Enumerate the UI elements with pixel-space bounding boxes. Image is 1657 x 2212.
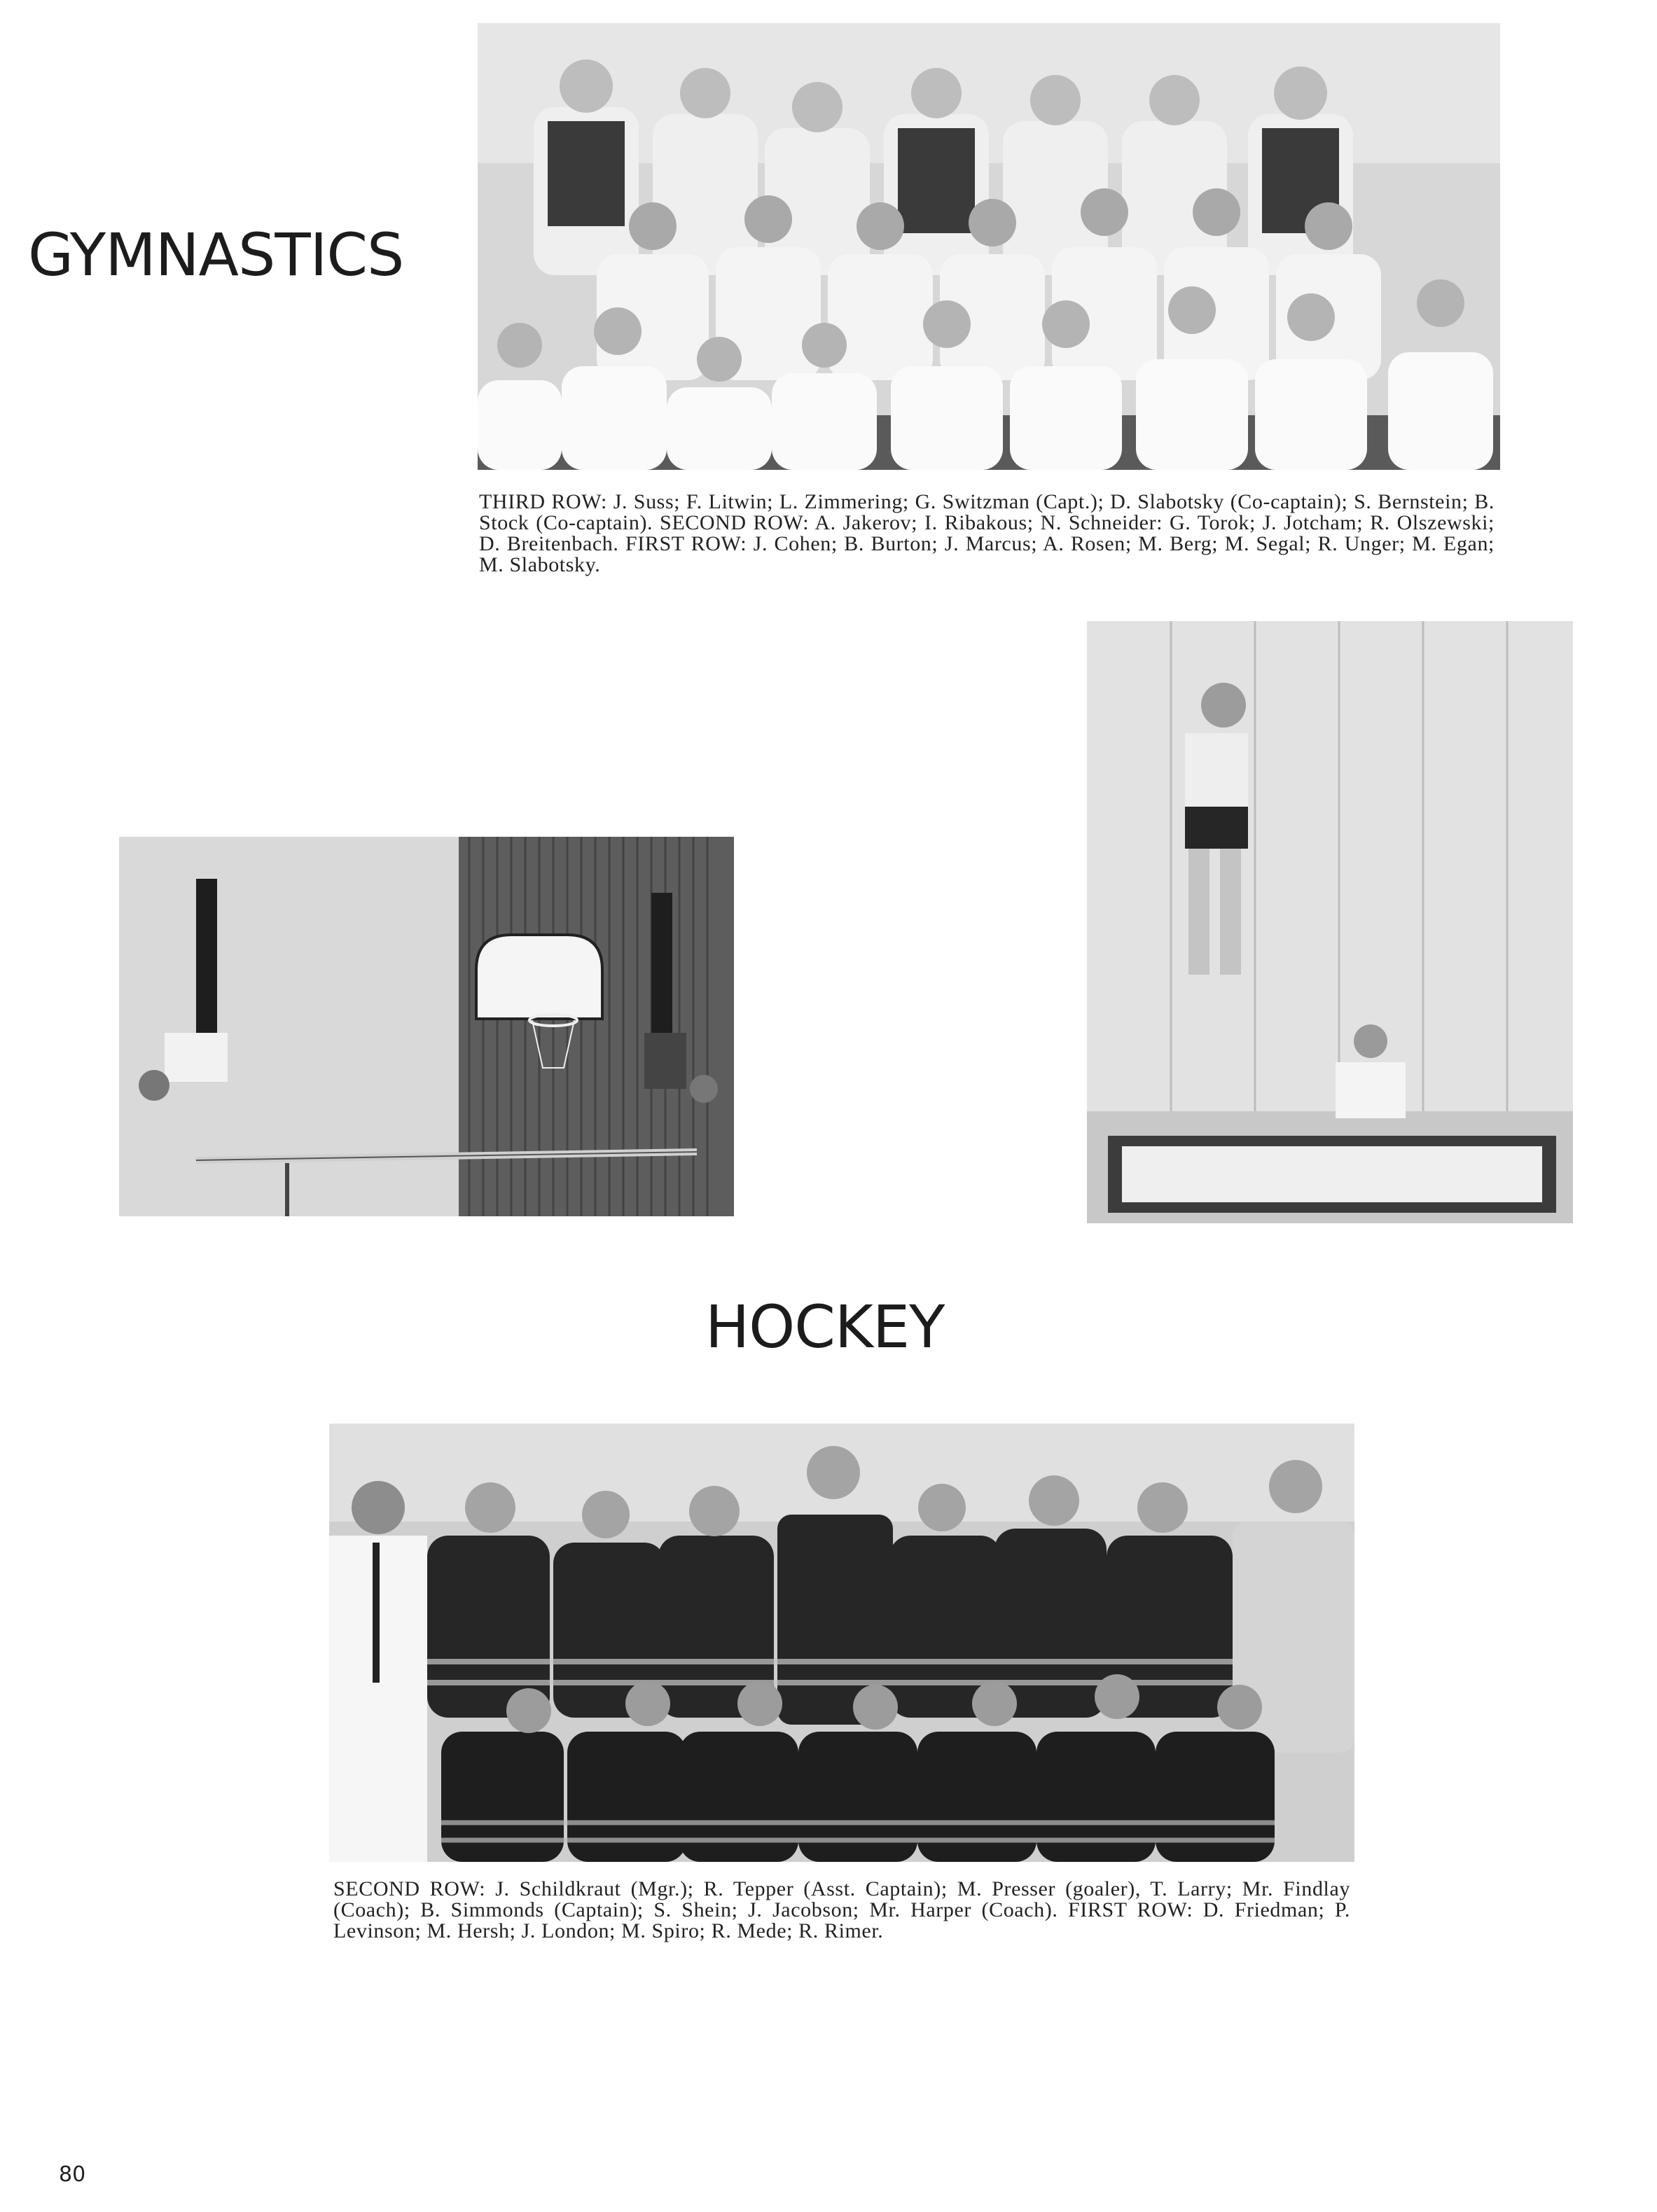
trampoline-photo [1087, 621, 1573, 1223]
hockey-caption: SECOND ROW: J. Schildkraut (Mgr.); R. Tepper (Asst. Captain); M. Presser (goaler), T. Larry; Mr. Findlay (Coach); B. Simmonds (Captain); S. Shein; J. Jacobson; Mr. Harper (Coach). FIRST ROW: D. Friedman; P. Levinson; M. Hersh; J. London; M. Spiro; R. Mede; R. Rimer. [333, 1877, 1350, 1942]
gymnastics-heading: GYMNASTICS [28, 221, 404, 289]
gymnastics-team-photo [478, 23, 1500, 470]
hockey-heading: HOCKEY [705, 1293, 945, 1361]
parallel-bars-photo [119, 837, 734, 1216]
page-number: 80 [59, 2162, 86, 2187]
hockey-team-photo [329, 1424, 1354, 1862]
gymnastics-caption: THIRD ROW: J. Suss; F. Litwin; L. Zimmering; G. Switzman (Capt.); D. Slabotsky (Co-captain); S. Bernstein; B. Stock (Co-captain). SECOND ROW: A. Jakerov; I. Ribakous; N. Schneider: G. Torok; J. Jotcham; R. Olszewski; D. Breitenbach. FIRST ROW: J. Cohen; B. Burton; J. Marcus; A. Rosen; M. Berg; M. Segal; R. Unger; M. Egan; M. Slabotsky. [479, 490, 1495, 576]
